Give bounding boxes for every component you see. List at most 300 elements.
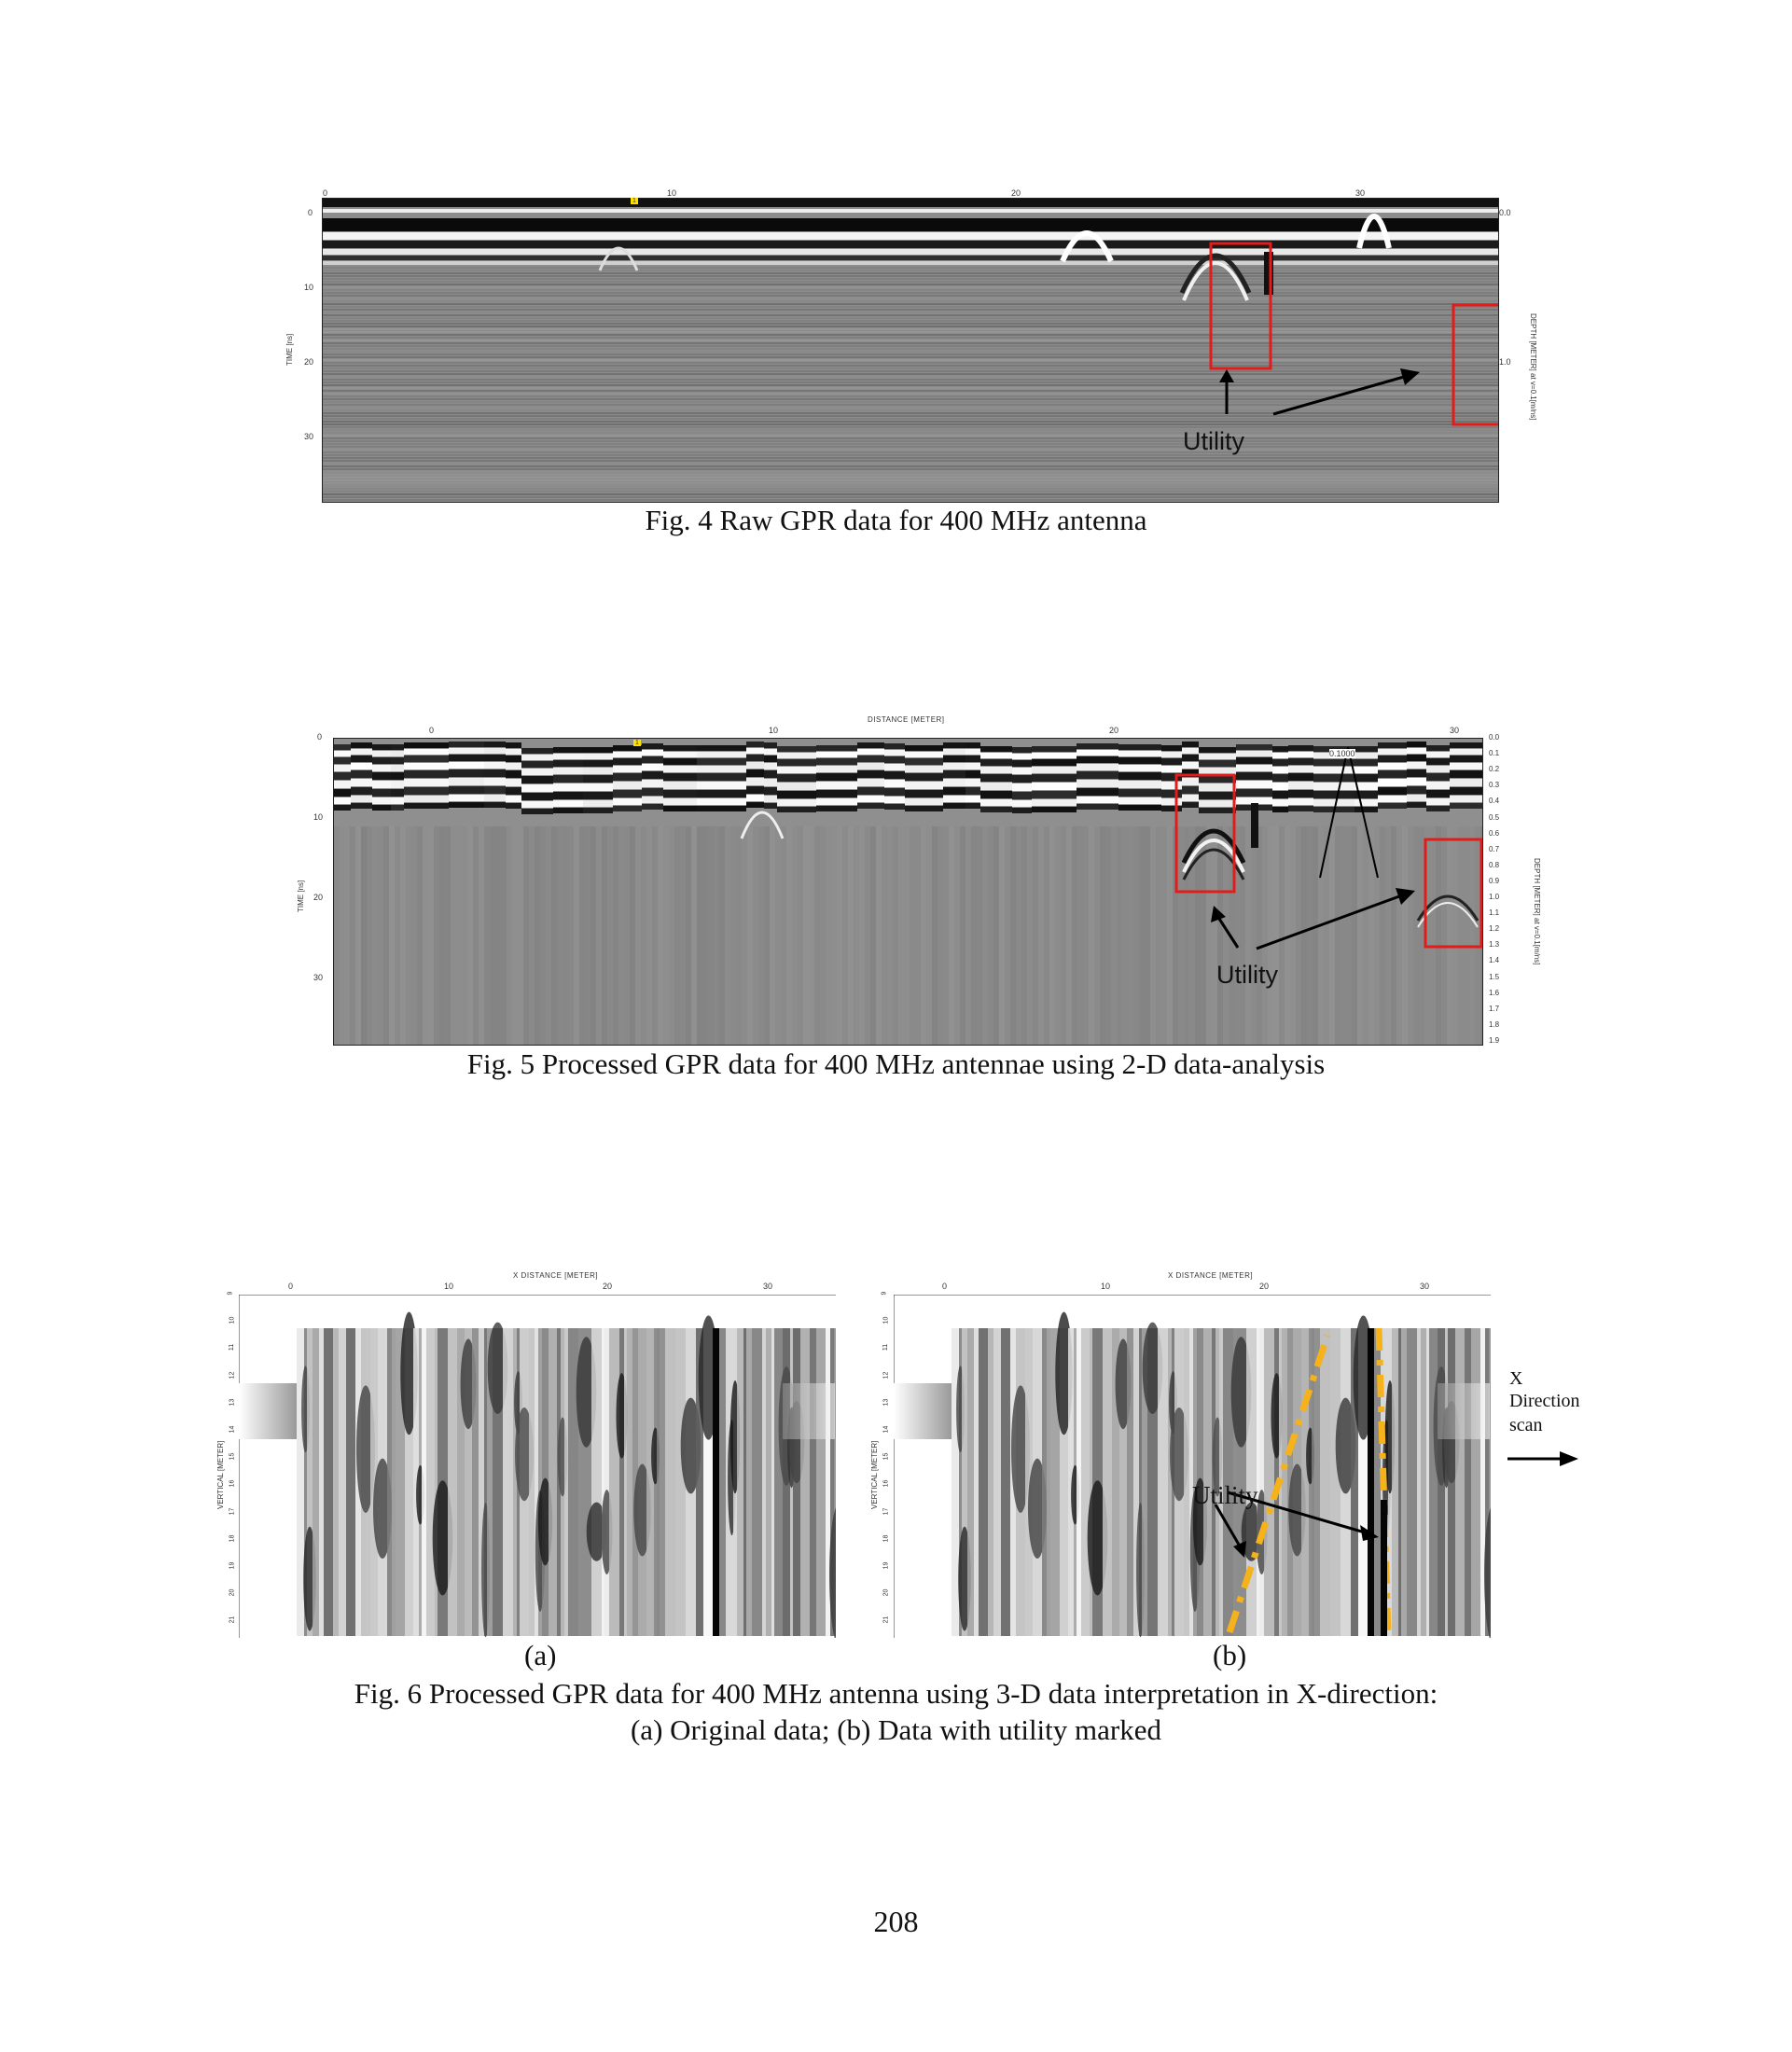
slice-column [675, 1328, 686, 1636]
fig5-texture [786, 826, 792, 1046]
fig5-depth-tick: 1.5 [1489, 972, 1500, 981]
fig5-texture [451, 826, 456, 1046]
slice-column [392, 1328, 396, 1636]
fig4-noise-line [322, 418, 1499, 420]
fig5-band-segment [1032, 759, 1077, 766]
fig5-band-segment [777, 791, 816, 798]
fig5-band-segment [1313, 759, 1354, 766]
fig5-band-segment [372, 789, 391, 797]
fig4-direct-wave [322, 232, 1499, 240]
fig5-band-segment [1032, 791, 1077, 798]
fig5-band-segment [506, 796, 521, 802]
fig5-band-segment [764, 803, 777, 809]
fig5-texture [1357, 826, 1363, 1046]
fig5-band-segment [484, 748, 506, 754]
fig5-band-segment [816, 806, 857, 811]
fig5-texture [523, 826, 529, 1046]
fig5-band-segment [372, 765, 391, 771]
fig5-band-segment [1077, 804, 1118, 810]
fig5-texture [1117, 826, 1122, 1046]
fig5-depth-tick: 1.0 [1489, 893, 1500, 901]
direction-scan-label: scan [1509, 1415, 1543, 1435]
fig5-band-segment [764, 779, 777, 786]
fig6a-x-tick: 10 [444, 1282, 454, 1291]
fig6a-panel-label: (a) [524, 1639, 557, 1671]
fig5-band-segment [857, 756, 884, 762]
fig4-noise-line [322, 342, 1499, 344]
fig5-band-segment [642, 804, 663, 810]
fig5-band-segment [857, 779, 884, 786]
fig5-band-segment [980, 774, 1012, 782]
fig5-band-segment [1236, 797, 1272, 804]
fig5-texture [490, 826, 495, 1046]
fig5-band-segment [746, 795, 764, 801]
fig5-texture [507, 826, 512, 1046]
fig5-band-segment [1407, 795, 1426, 801]
fig5-band-segment [583, 783, 613, 791]
fig5-texture [372, 826, 378, 1046]
fig4-noise-line [322, 426, 1499, 428]
page-number: 208 [873, 1905, 919, 1938]
fig5-texture [1111, 826, 1117, 1046]
slice-column [665, 1328, 675, 1636]
fig5-texture [803, 826, 809, 1046]
fig5-texture [1335, 826, 1341, 1046]
fig4-noise-line [322, 449, 1499, 451]
fig4-caption: Fig. 4 Raw GPR data for 400 MHz antenna [645, 504, 1147, 536]
fig5-band-segment [1161, 790, 1182, 797]
fig5-texture [439, 826, 445, 1046]
fig5-texture [1436, 826, 1441, 1046]
fig5-texture [389, 826, 395, 1046]
slice-column [297, 1328, 304, 1636]
direction-word-label: Direction [1509, 1391, 1580, 1411]
fig4-noise-line [322, 491, 1499, 492]
fig5-band-segment [1077, 764, 1118, 770]
fig5-texture [932, 826, 938, 1046]
fig5-band-segment [965, 770, 980, 778]
fig5-band-segment [449, 778, 484, 785]
fig4-noise-line [322, 395, 1499, 397]
fig5-texture [445, 826, 451, 1046]
fig5-band-segment [1426, 773, 1450, 781]
fig5-texture [915, 826, 921, 1046]
fig5-band-segment [484, 795, 506, 801]
fig5-band-segment [521, 776, 553, 783]
fig5-texture [686, 826, 691, 1046]
fig5-texture [1469, 826, 1475, 1046]
fig4-noise-line [322, 317, 1499, 319]
fig5-band-segment [777, 767, 816, 773]
fig5-texture [1307, 826, 1313, 1046]
fig4-air-band [322, 209, 1499, 213]
slice-column [602, 1328, 604, 1636]
fig5-texture [1396, 826, 1402, 1046]
fig5-texture [630, 826, 635, 1046]
fig5-texture [1257, 826, 1262, 1046]
fig5-band-segment [613, 798, 642, 805]
fig5-band-segment [884, 743, 905, 749]
fig5-depth-tick: 0.8 [1489, 860, 1500, 869]
fig5-band-segment [746, 755, 764, 761]
fig5-texture [865, 826, 870, 1046]
fig5-band-segment [1450, 763, 1482, 770]
fig5-texture [367, 826, 372, 1046]
fig4-noise-line [322, 381, 1499, 383]
fig4-radargram [322, 198, 1499, 503]
fig4-noise-line [322, 496, 1499, 498]
fig4-noise-line [322, 370, 1499, 372]
slice-column [564, 1328, 568, 1636]
fig5-band-segment [333, 772, 351, 780]
fig5-band-segment [391, 805, 404, 811]
slice-column [746, 1328, 752, 1636]
fig5-band-segment [583, 747, 613, 753]
slice-column [774, 1328, 783, 1636]
fig5-band-segment [449, 742, 484, 747]
y-tick: 18 [229, 1534, 236, 1543]
fig4-noise-line [322, 356, 1499, 358]
fig5-texture [1066, 826, 1072, 1046]
fig5-band-segment [905, 752, 943, 757]
fig5-band-segment [1272, 807, 1288, 812]
fig5-texture [1016, 826, 1021, 1046]
fig5-texture [635, 826, 641, 1046]
fig5-texture [1105, 826, 1111, 1046]
fig5-texture [1447, 826, 1452, 1046]
slice-column [1158, 1328, 1168, 1636]
fig5-band-segment [1313, 783, 1354, 790]
slice-column [513, 1328, 517, 1636]
slice-column [422, 1328, 426, 1636]
slice-column [974, 1328, 979, 1636]
fig5-band-segment [1012, 800, 1032, 807]
fig5-band-segment [506, 803, 521, 809]
fig5-band-segment [613, 806, 642, 811]
fig5-band-segment [404, 787, 449, 795]
fig4-x-tick: 20 [1011, 188, 1021, 198]
fig5-band-segment [1450, 779, 1482, 786]
fig5-band-segment [1426, 745, 1450, 751]
y-tick: 16 [229, 1479, 236, 1488]
fig5-texture [1133, 826, 1139, 1046]
fig4-y-axis-label: TIME [ns] [285, 333, 294, 366]
fig5-texture [378, 826, 383, 1046]
fig5-band-segment [642, 756, 663, 763]
fig4-noise-line [322, 337, 1499, 339]
fig5-band-segment [980, 807, 1012, 812]
fig5-band-segment [1426, 758, 1450, 765]
fig6b-volume-slice [894, 1295, 1491, 1638]
fig5-texture [954, 826, 960, 1046]
fig5-texture [893, 826, 898, 1046]
fig4-noise-line [322, 390, 1499, 392]
fig5-band-segment [905, 798, 943, 805]
fig5-texture [624, 826, 630, 1046]
fig5-band-segment [816, 782, 857, 789]
fig5-texture [1038, 826, 1044, 1046]
slice-column [339, 1328, 346, 1636]
fig5-texture [473, 826, 479, 1046]
slice-column [435, 1328, 438, 1636]
fig5-texture [350, 826, 355, 1046]
fig5-band-segment [506, 787, 521, 795]
fig5-band-segment [1161, 758, 1182, 765]
y-tick: 14 [229, 1425, 236, 1434]
fig5-trace-marker: 1 [635, 740, 639, 746]
fig5-band-segment [1032, 746, 1077, 752]
fig5-band-segment [884, 788, 905, 796]
fig5-band-segment [351, 770, 372, 778]
fig5-band-segment [1272, 767, 1288, 773]
fig5-band-segment [521, 755, 553, 760]
fig5-texture [1212, 826, 1217, 1046]
fig5-band-segment [521, 748, 553, 754]
fig5-band-segment [764, 787, 777, 795]
fig5-band-segment [484, 786, 506, 794]
fig5-band-segment [1012, 792, 1032, 799]
fig5-band-segment [1426, 782, 1450, 789]
fig4-noise-line [322, 367, 1499, 369]
fig5-band-segment [1378, 756, 1407, 762]
fig5-time-tick: 20 [313, 893, 324, 902]
fig4-depth-tick: 0.0 [1499, 208, 1511, 217]
fig5-band-segment [553, 754, 583, 759]
fig5-texture [1072, 826, 1077, 1046]
fig5-texture [1167, 826, 1173, 1046]
fig5-time-tick: 10 [313, 812, 324, 822]
fig6b-x-tick: 30 [1420, 1282, 1430, 1291]
slice-column [1042, 1328, 1047, 1636]
fig5-band-segment [1407, 742, 1426, 747]
fig4-noise-line [322, 309, 1499, 311]
fig5-band-segment [404, 796, 449, 802]
fig5-band-segment [697, 752, 746, 757]
fig5-texture [926, 826, 932, 1046]
fig5-band-segment [1012, 747, 1032, 753]
fig5-texture [876, 826, 882, 1046]
fig5-band-segment [663, 752, 697, 757]
fig5-band-segment [943, 787, 965, 795]
fig5-texture [971, 826, 977, 1046]
fig6a-y-axis-label: VERTICAL [METER] [216, 1440, 225, 1509]
fig4-noise-line [322, 270, 1499, 271]
fig5-band-segment [764, 763, 777, 770]
fig5-band-segment [1354, 753, 1378, 758]
fig5-texture [842, 826, 848, 1046]
fig5-band-segment [1407, 762, 1426, 769]
fig4-noise-line [322, 314, 1499, 316]
slice-column [762, 1328, 766, 1636]
fig5-band-segment [1182, 748, 1199, 754]
fig5-band-segment [1378, 749, 1407, 755]
fig5-texture [1475, 826, 1480, 1046]
fig5-band-segment [857, 787, 884, 795]
fig5-texture [383, 826, 389, 1046]
direction-x-label: X [1509, 1368, 1523, 1389]
fig5-band-segment [1354, 759, 1378, 766]
y-tick: 21 [229, 1615, 236, 1624]
fig5-texture [467, 826, 473, 1046]
fig5-time-tick: 30 [313, 973, 324, 982]
fig5-band-segment [1077, 750, 1118, 756]
slice-column [1047, 1328, 1050, 1636]
fig5-band-segment [449, 786, 484, 794]
fig4-noise-line [322, 457, 1499, 459]
fig4-noise-line [322, 326, 1499, 327]
fig6b-y-axis-label: VERTICAL [METER] [870, 1440, 879, 1509]
fig5-band-segment [1077, 771, 1118, 779]
fig5-texture [943, 826, 949, 1046]
fig5-band-segment [1450, 803, 1482, 809]
fig4-noise-line [322, 320, 1499, 322]
fig4-noise-line [322, 284, 1499, 285]
fig4-x-tick: 10 [667, 188, 677, 198]
fig5-texture [758, 826, 764, 1046]
fig4-noise-line [322, 331, 1499, 333]
fig5-band-segment [506, 742, 521, 748]
fig4-noise-line [322, 292, 1499, 294]
fig5-texture [753, 826, 758, 1046]
fig5-band-segment [1077, 788, 1118, 796]
fig5-texture [1268, 826, 1273, 1046]
fig5-band-segment [1272, 783, 1288, 790]
fig5-band-segment [816, 798, 857, 805]
y-tick: 13 [882, 1398, 890, 1407]
fig5-band-segment [484, 742, 506, 747]
fig5-texture [993, 826, 999, 1046]
slice-column [624, 1328, 627, 1636]
fig4-reflection-band [322, 241, 1499, 248]
fig5-band-segment [1032, 753, 1077, 758]
fig5-band-segment [484, 762, 506, 769]
fig5-band-segment [506, 770, 521, 778]
fig5-depth-tick: 1.8 [1489, 1019, 1500, 1029]
fig5-band-segment [697, 798, 746, 805]
fig5-band-segment [1354, 746, 1378, 752]
fig5-texture [563, 826, 568, 1046]
fig5-band-segment [746, 742, 764, 747]
fig5-texture [1005, 826, 1010, 1046]
fig5-texture [1441, 826, 1447, 1046]
fig5-texture [400, 826, 406, 1046]
fig4-noise-line [322, 393, 1499, 395]
fig5-band-segment [404, 763, 449, 770]
fig4-air-band [322, 198, 1499, 207]
fig5-band-segment [1272, 791, 1288, 798]
fig5-band-segment [663, 806, 697, 811]
direction-arrow-icon [1506, 1448, 1580, 1470]
fig5-band-segment [777, 774, 816, 782]
fig5-band-segment [663, 766, 697, 772]
slice-column [1330, 1328, 1341, 1636]
fig5-band-segment [943, 803, 965, 809]
fig5-band-segment [965, 779, 980, 786]
fig5-band-segment [1032, 774, 1077, 782]
fig5-band-segment [1077, 780, 1118, 787]
slice-column [660, 1328, 665, 1636]
fig5-band-segment [1354, 807, 1378, 812]
fig5-band-segment [905, 766, 943, 772]
fig5-texture [1077, 826, 1083, 1046]
fig5-band-segment [1032, 799, 1077, 806]
slice-column [549, 1328, 557, 1636]
fig5-texture [831, 826, 837, 1046]
fig5-band-segment [506, 779, 521, 786]
slice-column [426, 1328, 435, 1636]
fig5-texture [1341, 826, 1346, 1046]
fig5-band-segment [391, 781, 404, 788]
fig5-texture [1352, 826, 1357, 1046]
fig5-texture [1217, 826, 1223, 1046]
fig5-band-segment [553, 783, 583, 791]
slice-column [771, 1328, 774, 1636]
fig5-band-segment [1378, 770, 1407, 778]
fig5-band-segment [884, 780, 905, 787]
fig5-band-segment [1118, 789, 1161, 797]
fig5-band-segment [553, 808, 583, 813]
fig5-band-segment [1354, 767, 1378, 773]
fig5-band-segment [1313, 799, 1354, 806]
fig4-x-tick: 30 [1355, 188, 1366, 198]
fig4-reflection-band [322, 249, 1499, 255]
fig5-band-segment [1236, 744, 1272, 750]
fig5-depth-tick: 1.4 [1489, 956, 1500, 965]
fig5-texture [781, 826, 786, 1046]
fig5-band-segment [553, 768, 583, 774]
fig4-noise-line [322, 272, 1499, 274]
fig5-band-segment [663, 758, 697, 765]
fig5-band-segment [1236, 765, 1272, 771]
fig5-texture [423, 826, 428, 1046]
fig5-band-segment [697, 782, 746, 789]
fig5-band-segment [521, 809, 553, 814]
fig5-depth-tick: 0.5 [1489, 812, 1500, 822]
fig5-band-segment [1288, 758, 1313, 765]
fig4-time-tick: 30 [304, 432, 314, 441]
slice-column [319, 1328, 324, 1636]
fig5-texture [770, 826, 775, 1046]
fig5-band-segment [404, 779, 449, 786]
fig5-texture [719, 826, 725, 1046]
fig5-band-segment [943, 756, 965, 762]
fig5-band-segment [1161, 782, 1182, 789]
fig5-texture [1301, 826, 1307, 1046]
fig4-noise-line [322, 334, 1499, 336]
fig5-texture [579, 826, 585, 1046]
y-tick: 15 [882, 1452, 890, 1461]
slice-column [1421, 1328, 1426, 1636]
fig5-band-segment [372, 805, 391, 811]
y-tick: 19 [229, 1561, 236, 1570]
fig4-noise-line [322, 454, 1499, 456]
fig5-texture [546, 826, 551, 1046]
fig5-texture [764, 826, 770, 1046]
fig5-band-segment [1161, 745, 1182, 751]
fig5-band-segment [1118, 751, 1161, 756]
slice-column [816, 1328, 826, 1636]
fig5-texture [680, 826, 686, 1046]
fig5-band-segment [404, 803, 449, 809]
fig5-band-segment [1118, 757, 1161, 764]
fig5-texture [574, 826, 579, 1046]
fig5-band-segment [449, 762, 484, 769]
fig5-texture [557, 826, 563, 1046]
fig6-caption-line1: Fig. 6 Processed GPR data for 400 MHz antenna using 3-D data interpretation in X-direction: [354, 1677, 1438, 1710]
fig4-noise-line [322, 348, 1499, 350]
fig5-band-segment [884, 750, 905, 756]
fig5-texture [988, 826, 993, 1046]
